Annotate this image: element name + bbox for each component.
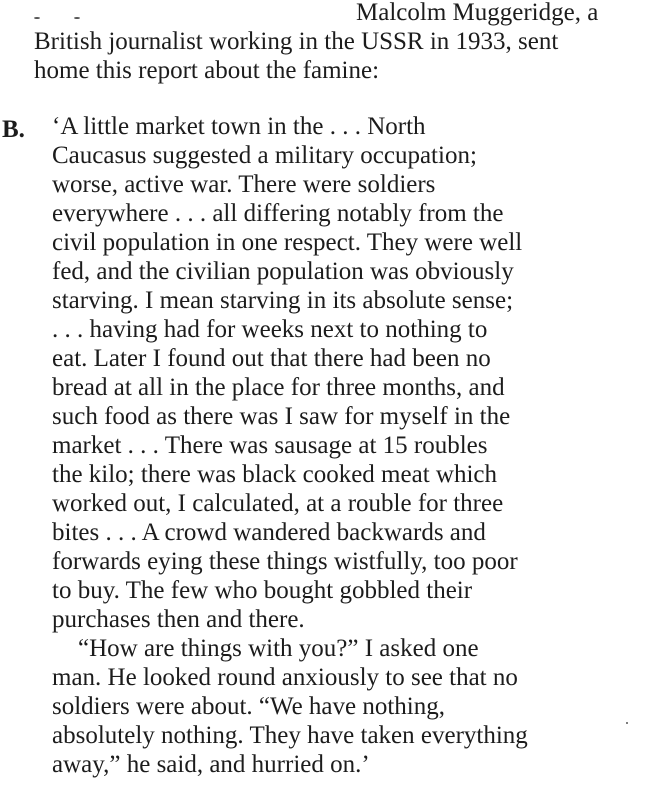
quote-line: the kilo; there was black cooked meat which (52, 461, 497, 488)
quote-line: absolutely nothing. They have taken everything (52, 722, 528, 749)
intro-line: home this report about the famine: (34, 57, 380, 84)
quote-line: ‘A little market town in the . . . North (52, 113, 426, 140)
quote-line: Caucasus suggested a military occupation; (52, 142, 477, 169)
quote-line: to buy. The few who bought gobbled their (52, 577, 473, 604)
source-label: B. (2, 116, 25, 143)
quote-line: purchases then and there. (52, 606, 305, 633)
quote-line: market . . . There was sausage at 15 roubles (52, 432, 488, 459)
scan-mark (626, 722, 628, 724)
quote-line: “How are things with you?” I asked one (78, 635, 479, 662)
quote-line: worse, active war. There were soldiers (52, 171, 436, 198)
quote-line: soldiers were about. “We have nothing, (52, 693, 446, 720)
quote-line: bread at all in the place for three months, and (52, 374, 505, 401)
intro-line: Malcolm Muggeridge, a (356, 0, 599, 26)
quote-line: eat. Later I found out that there had been no (52, 345, 491, 372)
quote-line: . . . having had for weeks next to nothing to (52, 316, 488, 343)
quote-line: bites . . . A crowd wandered backwards and (52, 519, 486, 546)
quote-line: man. He looked round anxiously to see that no (52, 664, 518, 691)
quote-line: worked out, I calculated, at a rouble for three (52, 490, 504, 517)
quote-line: such food as there was I saw for myself in the (52, 403, 511, 430)
quote-line: forwards eying these things wistfully, too poor (52, 548, 518, 575)
scan-mark (74, 17, 80, 19)
quote-line: civil population in one respect. They were well (52, 229, 523, 256)
quote-line: everywhere . . . all differing notably from the (52, 200, 504, 227)
quote-line: fed, and the civilian population was obviously (52, 258, 514, 285)
intro-line: British journalist working in the USSR in 1933, sent (34, 28, 559, 55)
quote-line: starving. I mean starving in its absolute sense; (52, 287, 514, 314)
scan-mark (34, 17, 40, 19)
quote-line: away,” he said, and hurried on.’ (52, 751, 370, 778)
